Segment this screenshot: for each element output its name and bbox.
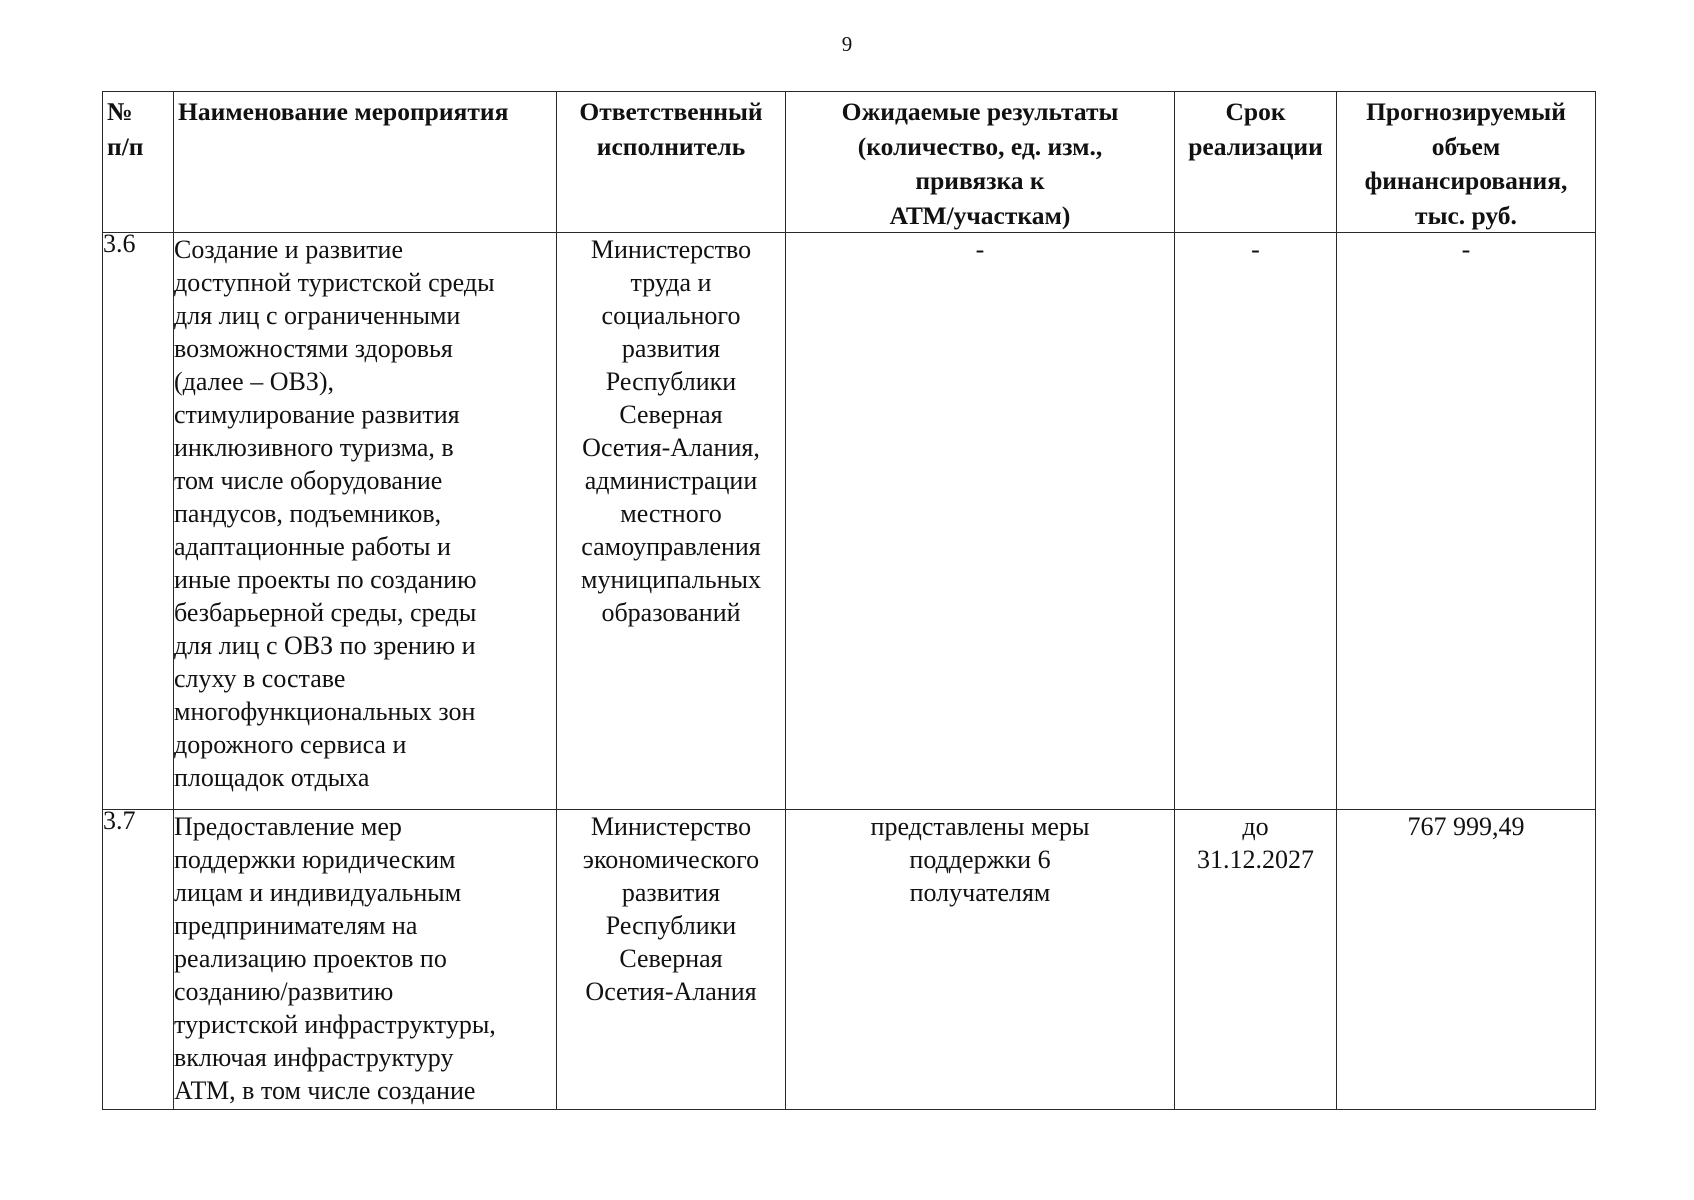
text-line: 31.12.2027 <box>1197 845 1314 874</box>
text-line: Ожидаемые результаты <box>841 97 1119 126</box>
header-executor <box>557 92 786 233</box>
text-line: пандусов, подъемников, <box>174 499 442 528</box>
page-number: 9 <box>841 32 853 56</box>
text-line: безбарьерной среды, среды <box>174 598 477 627</box>
expected-results <box>786 810 1175 1110</box>
text-line: - <box>975 235 985 264</box>
header-results <box>786 92 1175 233</box>
text-line: лицам и индивидуальным <box>174 878 462 907</box>
text-line: Северная <box>619 944 723 973</box>
text-line: тыс. руб. <box>1415 200 1517 230</box>
text-line: Наименование мероприятия <box>178 97 509 126</box>
text-line: доступной туристской среды <box>174 268 495 297</box>
text-line: Осетия-Алания, <box>582 433 760 462</box>
text-line: Республики <box>605 367 737 396</box>
header-results-text <box>786 92 1174 232</box>
text-line: Создание и развитие <box>174 235 404 264</box>
text-line: (количество, ед. изм., <box>857 131 1103 161</box>
implementation-term <box>1175 233 1337 810</box>
measures-table <box>102 91 1596 1110</box>
text-line: финансирования, <box>1364 166 1568 195</box>
text-line: № <box>107 97 133 126</box>
responsible-executor <box>557 810 786 1110</box>
text-line: Министерство <box>590 235 752 264</box>
text-line: труда и <box>630 268 712 297</box>
measure-name <box>174 233 557 810</box>
text-line: п/п <box>107 131 144 161</box>
implementation-term <box>1175 810 1337 1110</box>
text-line: развития <box>621 334 721 363</box>
text-line: представлены меры <box>870 812 1090 841</box>
text-line: АТМ/участкам) <box>889 200 1071 230</box>
text-line: 767 999,49 <box>1407 812 1525 841</box>
text-line: слуху в составе <box>174 664 346 693</box>
header-executor-text <box>557 92 785 163</box>
measure-name <box>174 810 557 1110</box>
text-line: до <box>1242 812 1269 841</box>
text-line: Ответственный <box>579 97 763 126</box>
text-line: для лиц с ограниченными <box>174 301 461 330</box>
text-line: туристской инфраструктуры, <box>174 1010 496 1039</box>
text-line: АТМ, в том числе создание <box>174 1076 476 1105</box>
funding-amount <box>1337 810 1596 1110</box>
table-row <box>103 233 1596 810</box>
text-line: адаптационные работы и <box>174 532 451 561</box>
row-number: 3.6 <box>103 233 174 810</box>
text-line: реализацию проектов по <box>174 944 447 973</box>
text-line: Министерство <box>590 812 752 841</box>
text-line: Предоставление мер <box>174 812 402 841</box>
header-funding <box>1337 92 1596 233</box>
text-line: объем <box>1431 131 1501 161</box>
header-term-text <box>1175 92 1336 163</box>
header-term <box>1175 92 1337 233</box>
text-line: поддержки юридическим <box>174 845 456 874</box>
text-line: инклюзивного туризма, в <box>174 433 454 462</box>
text-line: для лиц с ОВЗ по зрению и <box>174 631 476 660</box>
header-num <box>103 92 174 233</box>
text-line: развития <box>621 878 721 907</box>
text-line: том числе оборудование <box>174 466 443 495</box>
text-line: администрации <box>584 466 758 495</box>
text-line: дорожного сервиса и <box>174 730 407 759</box>
text-line: Северная <box>619 400 723 429</box>
table-row <box>103 810 1596 1110</box>
text-line: многофункциональных зон <box>174 697 476 726</box>
text-line: возможностями здоровья <box>174 334 453 363</box>
text-line: иные проекты по созданию <box>174 565 477 594</box>
header-name <box>174 92 557 233</box>
text-line: исполнитель <box>596 131 746 161</box>
row-number: 3.7 <box>103 810 174 1110</box>
text-line: - <box>1251 235 1260 264</box>
responsible-executor <box>557 233 786 810</box>
table-header-row <box>103 92 1596 233</box>
header-funding-text <box>1337 92 1595 232</box>
header-name-text <box>174 92 556 129</box>
text-line: самоуправления <box>581 532 761 561</box>
text-line: Осетия-Алания <box>585 977 757 1006</box>
text-line: Республики <box>605 911 737 940</box>
text-line: местного <box>620 499 722 528</box>
expected-results <box>786 233 1175 810</box>
funding-amount <box>1337 233 1596 810</box>
text-line: Срок <box>1225 97 1286 126</box>
text-line: - <box>1461 235 1471 264</box>
text-line: получателям <box>909 878 1051 907</box>
text-line: площадок отдыха <box>174 763 370 792</box>
text-line: созданию/развитию <box>174 977 394 1006</box>
header-num-text <box>103 92 173 163</box>
text-line: привязка к <box>915 166 1045 195</box>
text-line: муниципальных <box>580 565 761 594</box>
text-line: стимулирование развития <box>174 400 460 429</box>
text-line: экономического <box>582 845 760 874</box>
text-line: (далее – ОВЗ), <box>174 367 335 396</box>
text-line: предпринимателям на <box>174 911 418 940</box>
text-line: включая инфраструктуру <box>174 1043 454 1072</box>
text-line: реализации <box>1188 131 1323 161</box>
text-line: образований <box>601 598 741 627</box>
text-line: Прогнозируемый <box>1366 97 1566 126</box>
text-line: социального <box>601 301 741 330</box>
text-line: поддержки 6 <box>909 845 1051 874</box>
